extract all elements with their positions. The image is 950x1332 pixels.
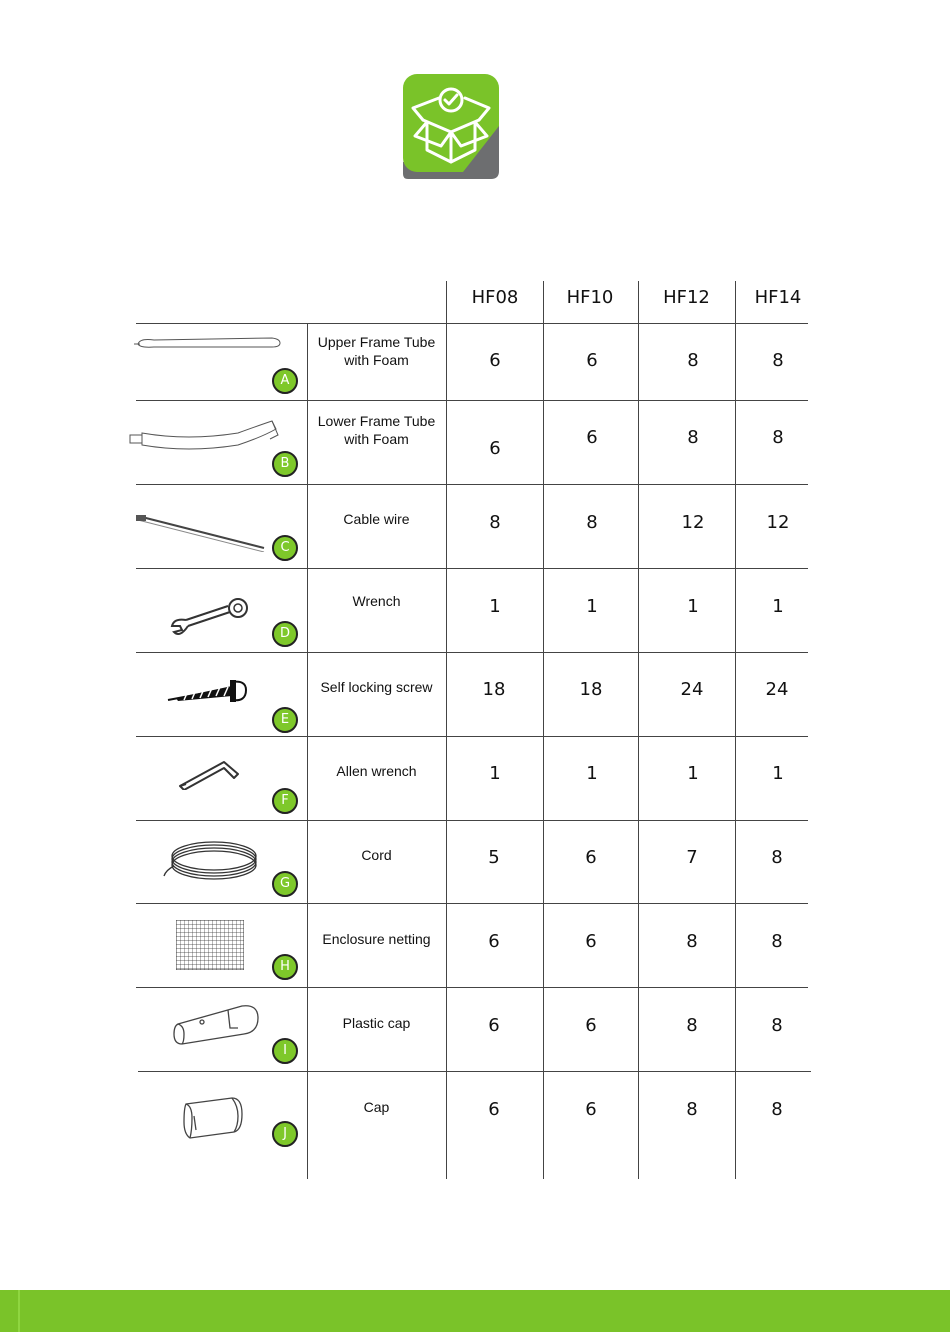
wrench-image xyxy=(170,596,252,638)
allen-wrench-image xyxy=(176,756,242,790)
part-letter-badge: J xyxy=(272,1121,298,1147)
part-letter-badge: I xyxy=(272,1038,298,1064)
quantity-cell: 18 xyxy=(482,679,506,700)
grid-line xyxy=(446,281,447,1179)
part-letter-badge: A xyxy=(272,368,298,394)
quantity-cell: 8 xyxy=(489,512,501,533)
part-description: Cap xyxy=(363,1099,390,1115)
quantity-cell: 6 xyxy=(488,1015,500,1036)
quantity-cell: 6 xyxy=(489,350,501,371)
column-header-hf08: HF08 xyxy=(471,287,519,308)
part-letter-badge: C xyxy=(272,535,298,561)
cord-coil-image xyxy=(160,836,260,884)
cable-wire-image xyxy=(136,512,272,552)
part-description: Allen wrench xyxy=(336,763,417,779)
part-description: Self locking screw xyxy=(320,679,433,695)
quantity-cell: 8 xyxy=(686,1099,698,1120)
grid-line xyxy=(136,400,808,401)
grid-line xyxy=(136,820,808,821)
quantity-cell: 1 xyxy=(586,763,598,784)
footer-divider xyxy=(18,1290,20,1332)
cap-image xyxy=(180,1094,246,1140)
grid-line xyxy=(136,568,808,569)
quantity-cell: 8 xyxy=(771,931,783,952)
quantity-cell: 8 xyxy=(772,350,784,371)
quantity-cell: 12 xyxy=(681,512,705,533)
quantity-cell: 6 xyxy=(489,438,501,459)
quantity-cell: 1 xyxy=(586,596,598,617)
quantity-cell: 6 xyxy=(586,350,598,371)
part-description: Lower Frame Tube with Foam xyxy=(317,413,436,447)
quantity-cell: 8 xyxy=(686,931,698,952)
part-letter-badge: G xyxy=(272,871,298,897)
part-letter-badge: H xyxy=(272,954,298,980)
quantity-cell: 8 xyxy=(687,350,699,371)
quantity-cell: 7 xyxy=(686,847,698,868)
quantity-cell: 1 xyxy=(489,763,501,784)
quantity-cell: 1 xyxy=(489,596,501,617)
part-description: Wrench xyxy=(352,593,401,609)
grid-line xyxy=(136,987,808,988)
grid-line xyxy=(638,281,639,1179)
quantity-cell: 8 xyxy=(771,847,783,868)
part-letter-badge: E xyxy=(272,707,298,733)
quantity-cell: 24 xyxy=(765,679,789,700)
part-description: Cable wire xyxy=(343,511,410,527)
lower-frame-tube-image xyxy=(128,415,280,455)
quantity-cell: 6 xyxy=(585,1099,597,1120)
grid-line xyxy=(735,281,736,1179)
grid-line xyxy=(136,323,808,324)
column-header-hf12: HF12 xyxy=(663,287,710,308)
part-letter-badge: F xyxy=(272,788,298,814)
screw-image xyxy=(166,674,248,704)
part-letter-badge: D xyxy=(272,621,298,647)
part-description: Enclosure netting xyxy=(322,931,431,947)
quantity-cell: 6 xyxy=(586,427,598,448)
quantity-cell: 8 xyxy=(686,1015,698,1036)
plastic-cap-image xyxy=(172,1000,262,1048)
part-description: Cord xyxy=(361,847,392,863)
quantity-cell: 8 xyxy=(771,1099,783,1120)
quantity-cell: 18 xyxy=(579,679,603,700)
quantity-cell: 8 xyxy=(586,512,598,533)
quantity-cell: 24 xyxy=(680,679,704,700)
grid-line xyxy=(136,652,808,653)
quantity-cell: 8 xyxy=(687,427,699,448)
grid-line xyxy=(136,484,808,485)
quantity-cell: 6 xyxy=(585,847,597,868)
grid-line xyxy=(136,736,808,737)
quantity-cell: 1 xyxy=(772,763,784,784)
quantity-cell: 1 xyxy=(687,763,699,784)
quantity-cell: 8 xyxy=(772,427,784,448)
part-letter-badge: B xyxy=(272,451,298,477)
quantity-cell: 6 xyxy=(488,1099,500,1120)
quantity-cell: 1 xyxy=(687,596,699,617)
part-description: Upper Frame Tube with Foam xyxy=(317,334,436,368)
quantity-cell: 1 xyxy=(772,596,784,617)
quantity-cell: 6 xyxy=(585,1015,597,1036)
netting-image xyxy=(176,920,244,970)
quantity-cell: 12 xyxy=(766,512,790,533)
grid-line xyxy=(138,1071,811,1072)
frame-tube-image xyxy=(134,332,284,354)
quantity-cell: 6 xyxy=(488,931,500,952)
quantity-cell: 8 xyxy=(771,1015,783,1036)
column-header-hf10: HF10 xyxy=(566,287,614,308)
column-header-hf14: HF14 xyxy=(754,287,802,308)
footer-bar xyxy=(0,1290,950,1332)
grid-line xyxy=(307,323,308,1179)
grid-line xyxy=(136,903,808,904)
grid-line xyxy=(543,281,544,1179)
quantity-cell: 5 xyxy=(488,847,500,868)
part-description: Plastic cap xyxy=(342,1015,411,1031)
quantity-cell: 6 xyxy=(585,931,597,952)
